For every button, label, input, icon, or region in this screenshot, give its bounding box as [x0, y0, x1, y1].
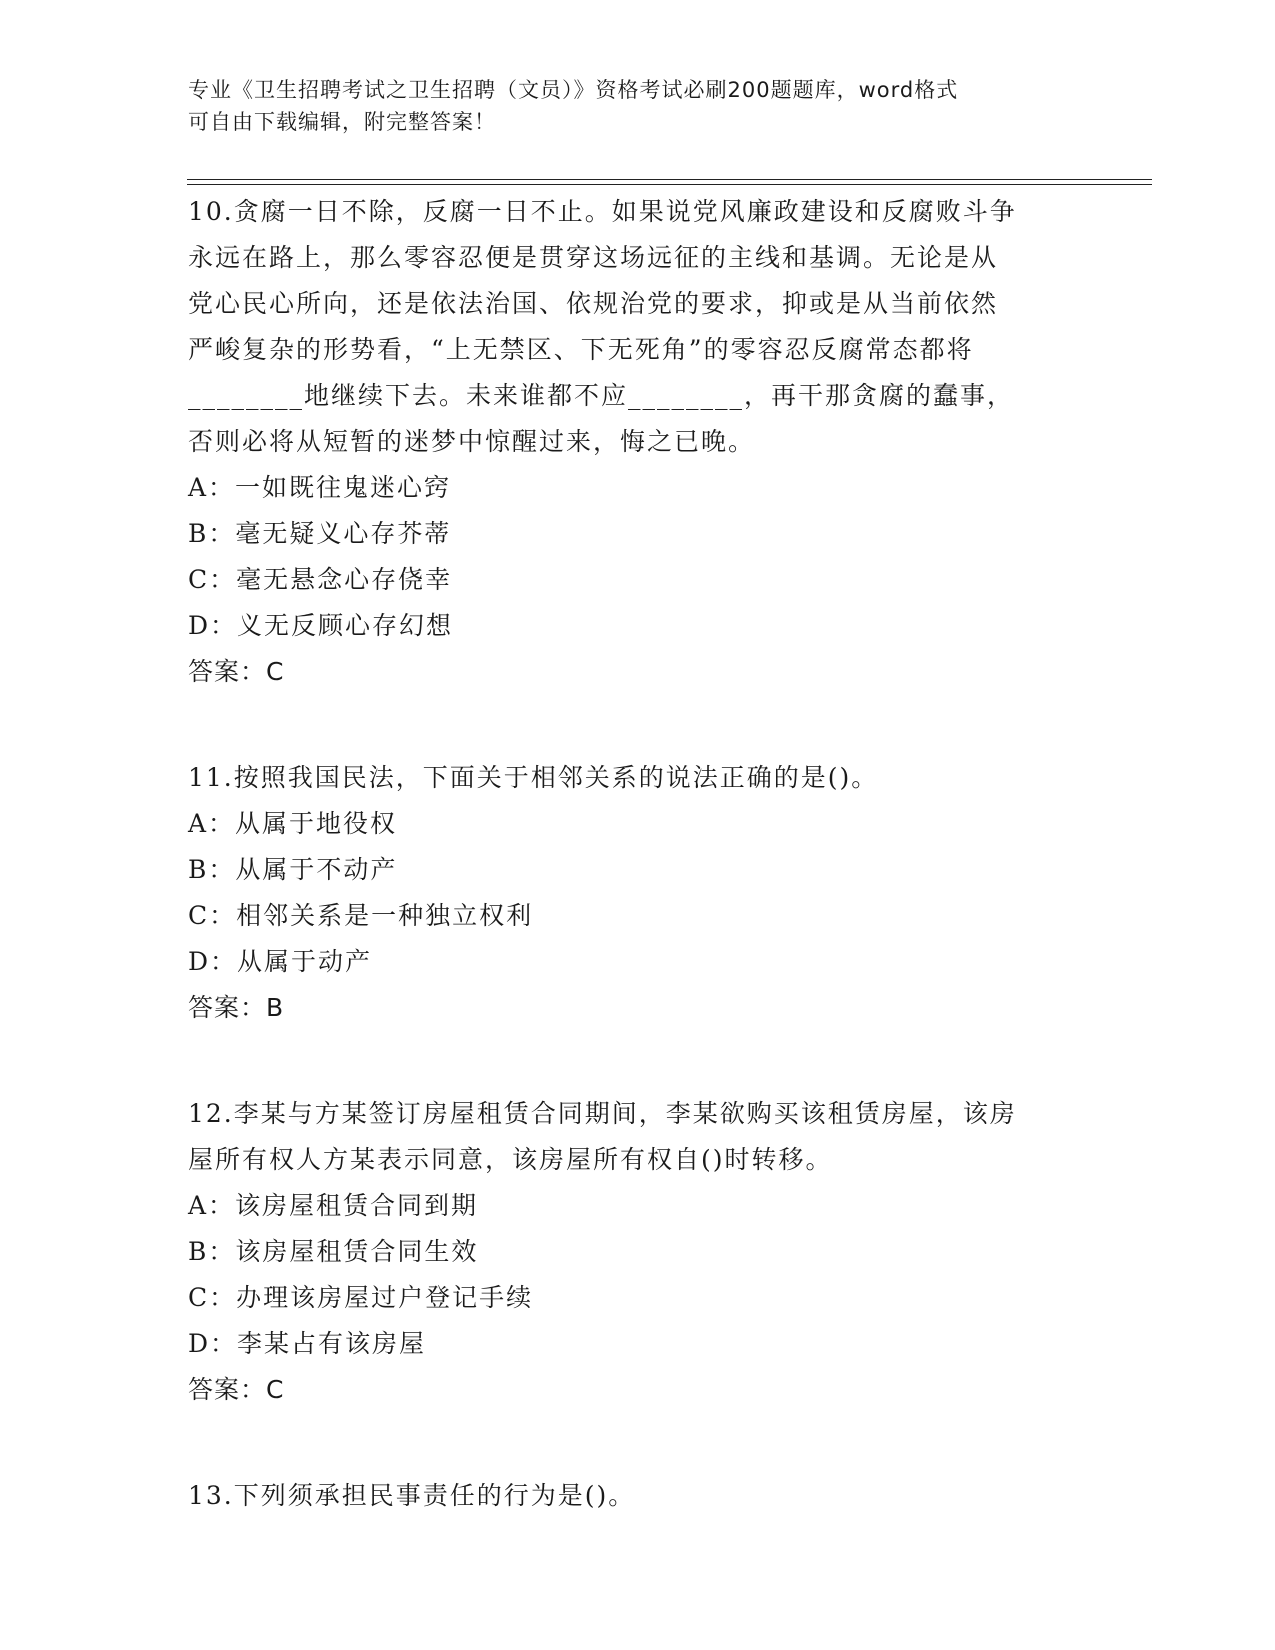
- header-divider-top: [187, 179, 1152, 180]
- option-c: C：办理该房屋过户登记手续: [188, 1283, 534, 1312]
- option-c: C：毫无悬念心存侥幸: [188, 565, 453, 594]
- question-stem-line: 严峻复杂的形势看，“上无禁区、下无死角”的零容忍反腐常态都将: [188, 335, 974, 364]
- option-b: B：该房屋租赁合同生效: [188, 1237, 479, 1266]
- question-11: [188, 755, 1088, 1031]
- option-b: B：毫无疑义心存芥蒂: [188, 519, 452, 548]
- question-stem-line: 12.李某与方某签订房屋租赁合同期间，李某欲购买该租赁房屋，该房: [188, 1099, 1017, 1128]
- question-spacer: [188, 1031, 1088, 1091]
- question-stem-line: 永远在路上，那么零容忍便是贯穿这场远征的主线和基调。无论是从: [188, 243, 999, 272]
- question-stem-line: 10.贪腐一日不除，反腐一日不止。如果说党风廉政建设和反腐败斗争: [188, 197, 1017, 226]
- option-a: A：从属于地役权: [188, 809, 398, 838]
- option-d: D：从属于动产: [188, 947, 373, 976]
- option-d: D：李某占有该房屋: [188, 1329, 427, 1358]
- option-a: A：一如既往鬼迷心窍: [188, 473, 452, 502]
- question-stem-line: ________地继续下去。未来谁都不应________，再干那贪腐的蠢事，: [188, 381, 1015, 410]
- header-divider-bottom: [187, 184, 1152, 185]
- option-c: C：相邻关系是一种独立权利: [188, 901, 534, 930]
- question-spacer: [188, 695, 1088, 755]
- question-stem-line: 11.按照我国民法，下面关于相邻关系的说法正确的是()。: [188, 763, 879, 792]
- answer-line: 答案：C: [188, 1375, 285, 1404]
- option-a: A：该房屋租赁合同到期: [188, 1191, 479, 1220]
- option-b: B：从属于不动产: [188, 855, 398, 884]
- question-stem-line: 13.下列须承担民事责任的行为是()。: [188, 1481, 636, 1510]
- question-13: [188, 1473, 1088, 1519]
- question-10: [188, 189, 1088, 695]
- question-stem-line: 党心民心所向，还是依法治国、依规治党的要求，抑或是从当前依然: [188, 289, 999, 318]
- question-stem-line: 屋所有权人方某表示同意，该房屋所有权自()时转移。: [188, 1145, 833, 1174]
- question-list: [188, 189, 1088, 1519]
- option-d: D：义无反顾心存幻想: [188, 611, 454, 640]
- question-12: [188, 1091, 1088, 1413]
- document-header: [188, 74, 1088, 138]
- answer-line: 答案：C: [188, 657, 285, 686]
- header-line-2: 可自由下载编辑，附完整答案！: [188, 110, 496, 134]
- answer-line: 答案：B: [188, 993, 285, 1022]
- header-line-1: 专业《卫生招聘考试之卫生招聘（文员）》资格考试必刷200题题库，word格式: [188, 78, 959, 102]
- question-stem-line: 否则必将从短暂的迷梦中惊醒过来，悔之已晚。: [188, 427, 756, 456]
- question-spacer: [188, 1413, 1088, 1473]
